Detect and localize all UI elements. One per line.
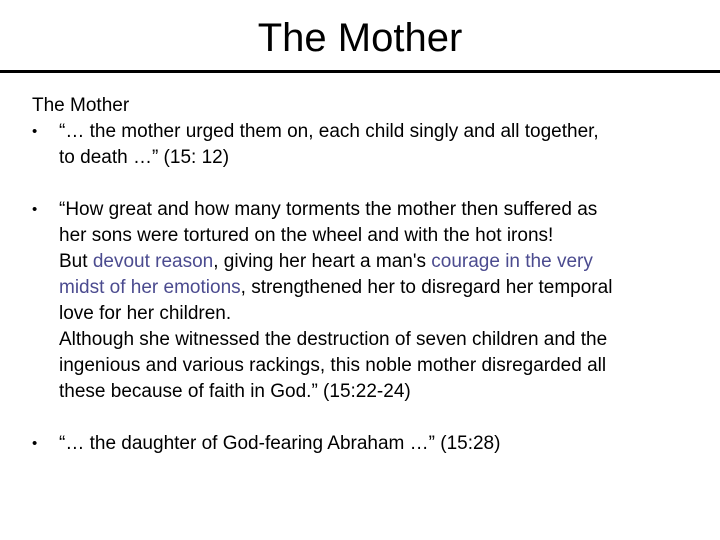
bullet-dot: •	[32, 201, 38, 218]
bullet-line: ingenious and various rackings, this noble mother disregarded all	[59, 355, 607, 376]
bullet-line: “… the mother urged them on, each child singly and all together,	[59, 121, 599, 142]
bullet-line-text: , giving her heart a man's	[213, 251, 432, 272]
bullet-line-text: But	[59, 251, 93, 272]
bullet-line: “How great and how many torments the mother then suffered as	[59, 199, 598, 220]
bullet-line: to death …” (15: 12)	[59, 147, 230, 168]
bullet-line-text: , strengthened her to disregard her temporal	[240, 277, 613, 298]
bullet-text	[59, 431, 702, 457]
slide-title: The Mother	[257, 16, 463, 60]
bullet-text	[59, 119, 702, 171]
bullet-line: these because of faith in God.” (15:22-24)	[59, 381, 411, 402]
bullet-line: love for her children.	[59, 303, 232, 324]
bullet-line: Although she witnessed the destruction of seven children and the	[59, 329, 608, 350]
spacer	[32, 171, 702, 197]
highlighted-phrase: courage in the very	[431, 251, 593, 272]
bullet-item-1	[32, 119, 702, 171]
bullet-text	[59, 197, 702, 405]
bullet-line: her sons were tortured on the wheel and with the hot irons!	[59, 225, 554, 246]
bullet-item-2	[32, 197, 702, 405]
highlighted-phrase: devout reason	[92, 251, 214, 272]
spacer	[32, 405, 702, 431]
bullet-dot: •	[32, 123, 38, 140]
highlighted-phrase: midst of her emotions	[59, 277, 241, 298]
title-divider	[0, 70, 720, 73]
slide-content	[32, 93, 702, 457]
content-heading: The Mother	[32, 95, 130, 116]
bullet-line: “… the daughter of God-fearing Abraham …” (15:28)	[59, 433, 501, 454]
bullet-item-3	[32, 431, 702, 457]
bullet-dot: •	[32, 435, 38, 452]
